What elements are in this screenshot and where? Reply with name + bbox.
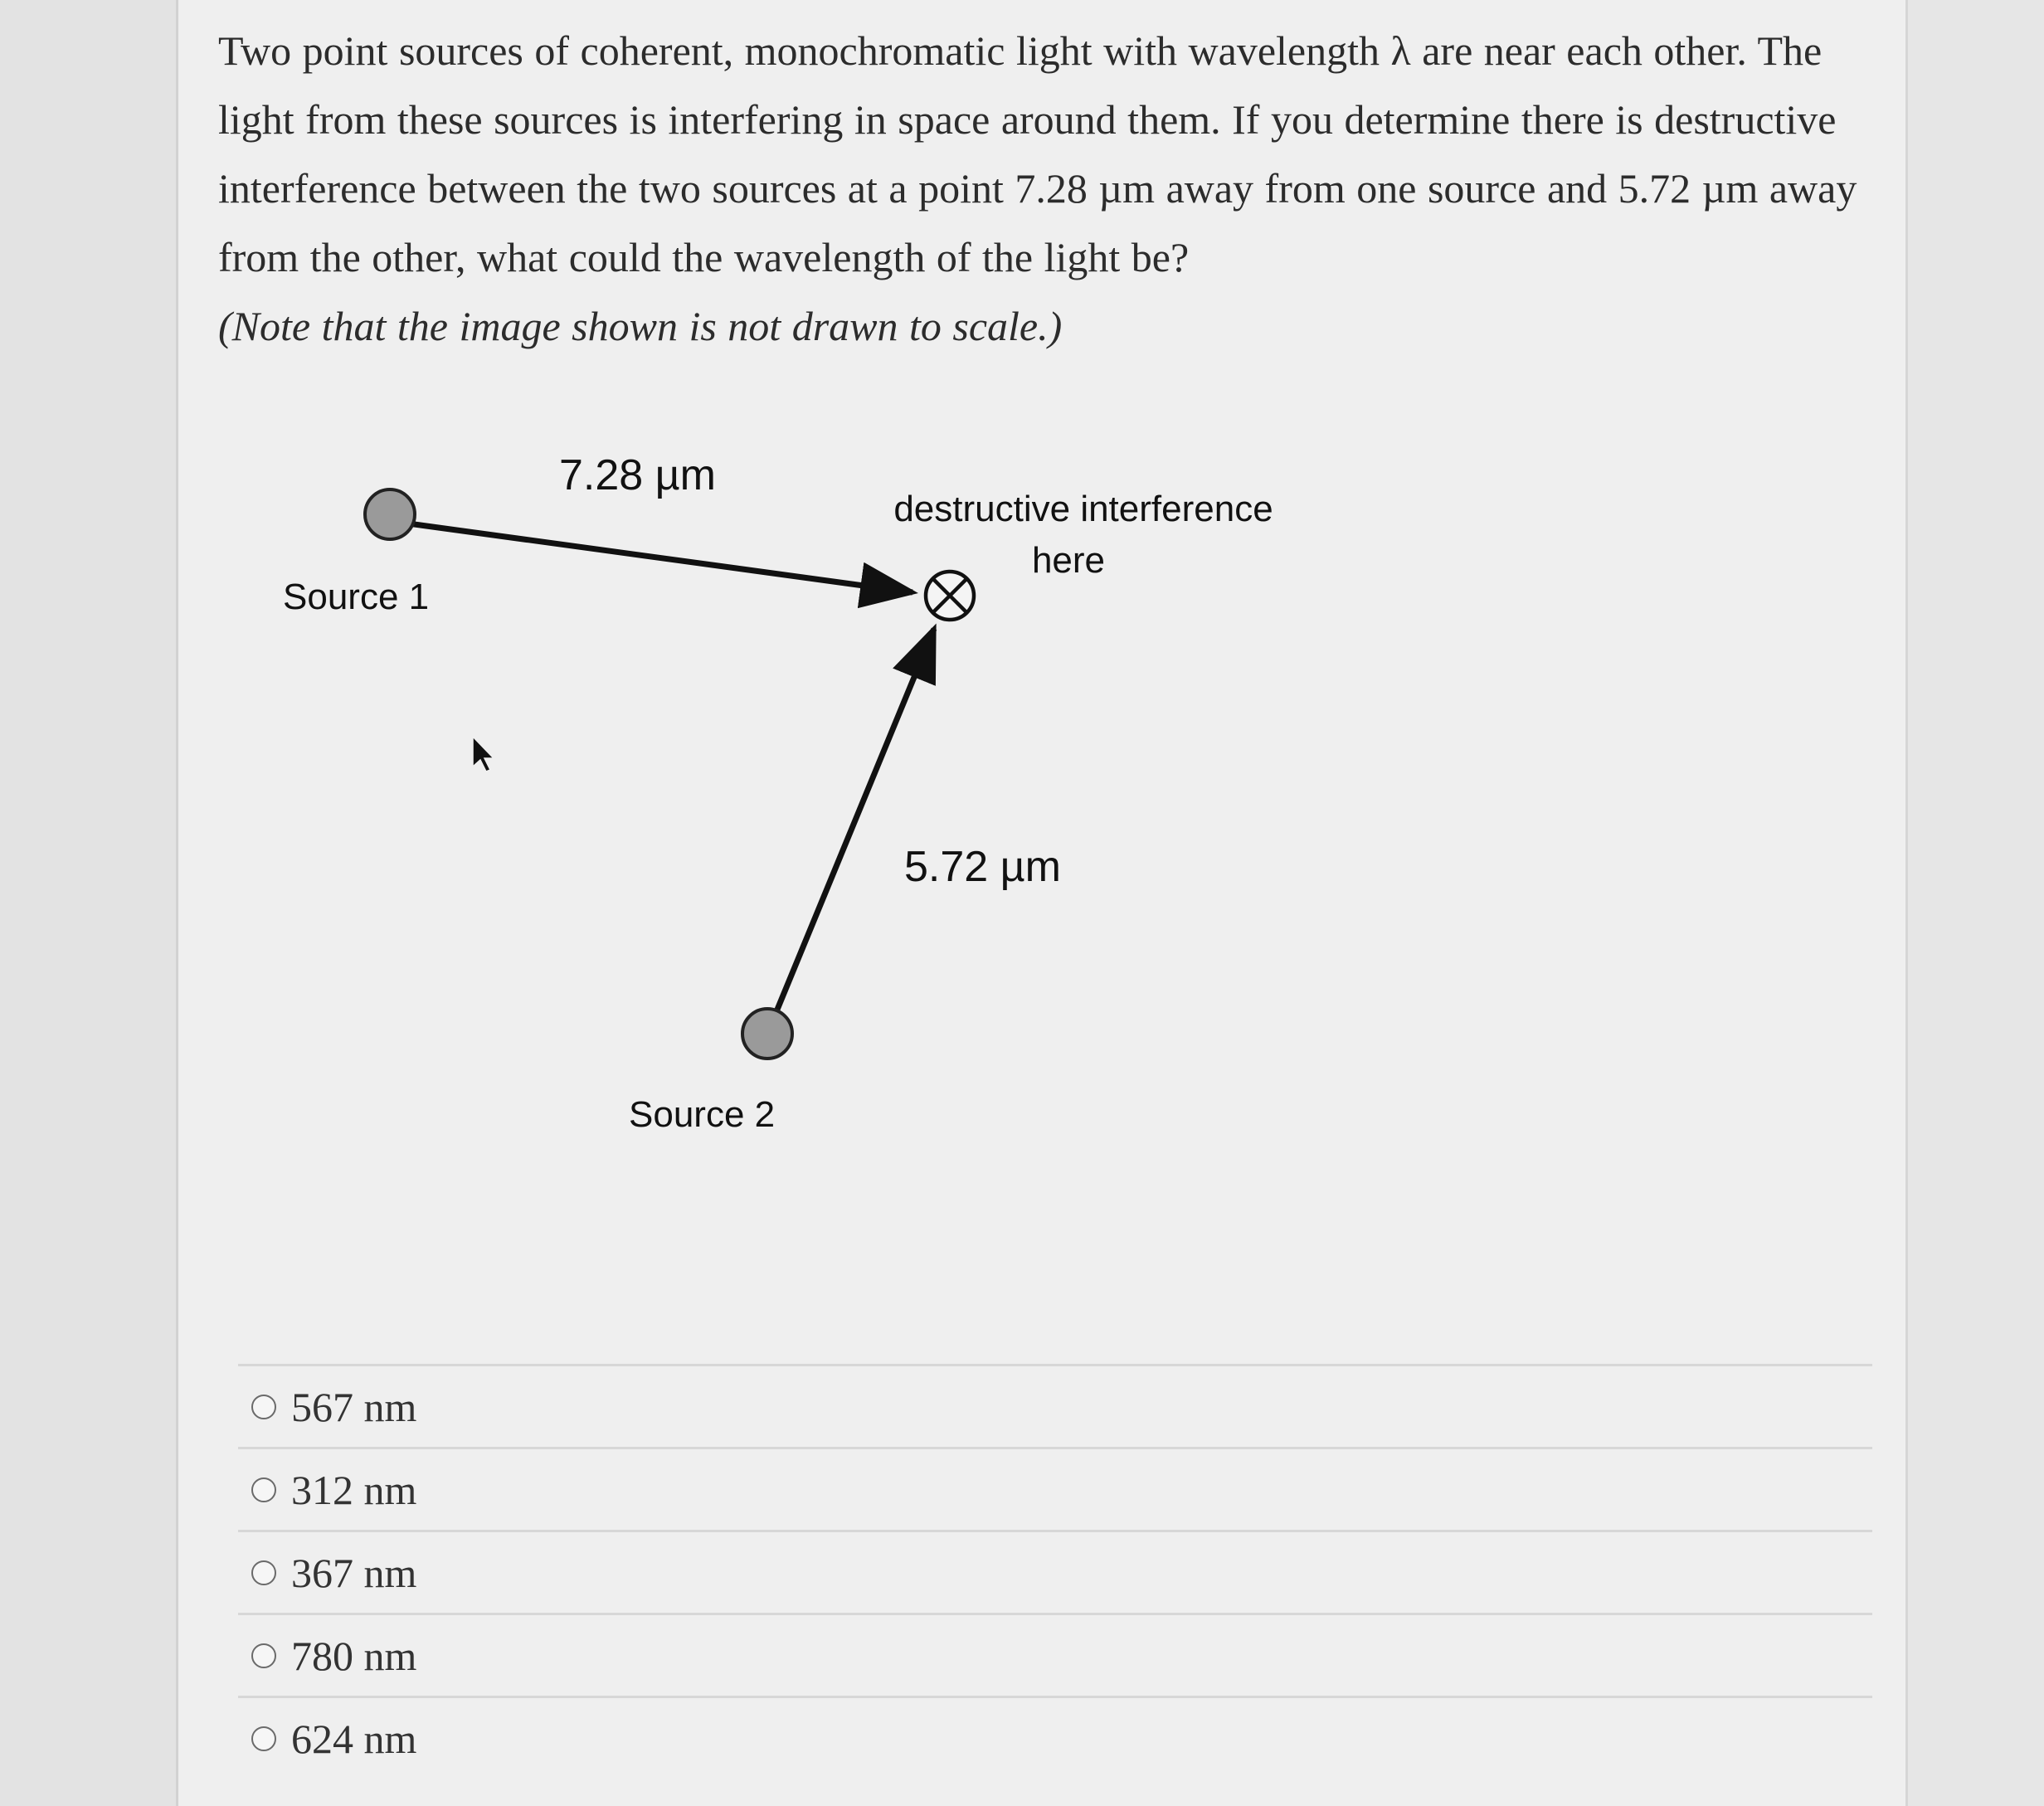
answer-label[interactable]: 367 nm [291,1549,417,1596]
distance-2-label: 5.72 µm [904,843,1061,891]
mouse-cursor-icon [473,737,494,772]
answer-label[interactable]: 780 nm [291,1632,417,1679]
source-2-label: Source 2 [629,1094,776,1135]
source-1-label: Source 1 [283,577,430,617]
answer-label[interactable]: 624 nm [291,1715,417,1762]
distance-1-label: 7.28 µm [559,451,716,499]
path-line-source1 [390,521,912,592]
answer-label[interactable]: 312 nm [291,1466,417,1513]
interference-point-icon [926,572,974,620]
interference-label-line2: here [1031,540,1106,581]
question-body: Two point sources of coherent, monochromatic light with wavelength λ are near each other. The light from these sources is interfering in space around them. If you determine there is destructive interference between the two sources at a point 7.28 µm away from one source and 5.72 µm away from the other, what could the wavelength of the light be? [218,27,1857,280]
source-1-dot [365,489,415,539]
answer-label[interactable]: 567 nm [291,1383,417,1430]
question-note: (Note that the image shown is not drawn to scale.) [218,303,1063,349]
path-line-source2 [767,629,934,1034]
interference-label-line1: destructive interference [893,489,1273,529]
source-2-dot [742,1009,792,1059]
